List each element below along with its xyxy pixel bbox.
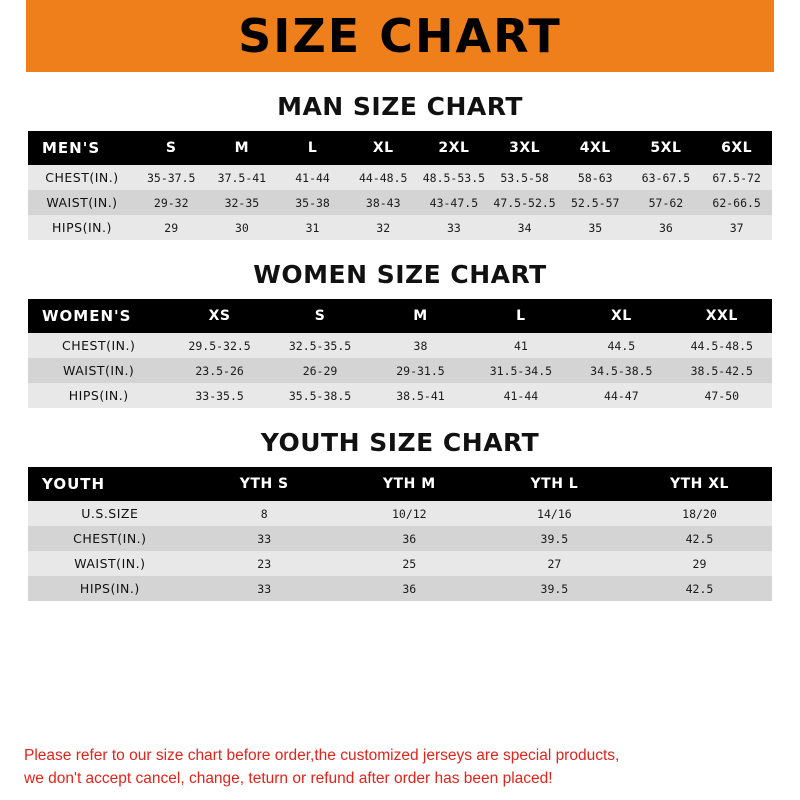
cell: 53.5-58: [489, 165, 560, 190]
page-title: SIZE CHART: [238, 9, 562, 63]
cell: 38: [370, 333, 470, 358]
table-row: [28, 501, 772, 526]
cell: 35: [560, 215, 631, 240]
table-header-row: [28, 131, 772, 165]
column-header: XS: [169, 299, 269, 333]
cell: 25: [337, 551, 482, 576]
cell: 42.5: [627, 576, 772, 601]
cell: 43-47.5: [419, 190, 490, 215]
column-header: 6XL: [701, 131, 772, 165]
column-header: S: [270, 299, 370, 333]
table-row: [28, 383, 772, 408]
cell: 41-44: [277, 165, 348, 190]
cell: 35-37.5: [136, 165, 207, 190]
cell: 37: [701, 215, 772, 240]
row-label: U.S.SIZE: [28, 501, 192, 526]
section-title-women: WOMEN SIZE CHART: [253, 260, 547, 289]
cell: 39.5: [482, 526, 627, 551]
cell: 32-35: [207, 190, 278, 215]
cell: 33: [192, 526, 337, 551]
cell: 36: [337, 526, 482, 551]
cell: 23.5-26: [169, 358, 269, 383]
section-youth: [28, 422, 772, 601]
row-header-label-women: WOMEN'S: [28, 299, 169, 333]
cell: 31: [277, 215, 348, 240]
cell: 27: [482, 551, 627, 576]
cell: 44.5-48.5: [672, 333, 772, 358]
cell: 58-63: [560, 165, 631, 190]
row-label: WAIST(IN.): [28, 190, 136, 215]
table-row: [28, 333, 772, 358]
cell: 57-62: [631, 190, 702, 215]
column-header: 5XL: [631, 131, 702, 165]
cell: 41-44: [471, 383, 571, 408]
cell: 38-43: [348, 190, 419, 215]
table-header-row: [28, 299, 772, 333]
column-header: S: [136, 131, 207, 165]
cell: 23: [192, 551, 337, 576]
cell: 62-66.5: [701, 190, 772, 215]
cell: 32: [348, 215, 419, 240]
table-header-row: [28, 467, 772, 501]
row-label: WAIST(IN.): [28, 358, 169, 383]
header-banner: [0, 0, 800, 72]
cell: 42.5: [627, 526, 772, 551]
row-label: HIPS(IN.): [28, 576, 192, 601]
cell: 36: [631, 215, 702, 240]
cell: 33: [419, 215, 490, 240]
column-header: XL: [571, 299, 671, 333]
cell: 67.5-72: [701, 165, 772, 190]
cell: 39.5: [482, 576, 627, 601]
cell: 47.5-52.5: [489, 190, 560, 215]
cell: 48.5-53.5: [419, 165, 490, 190]
cell: 33: [192, 576, 337, 601]
table-row: [28, 551, 772, 576]
cell: 10/12: [337, 501, 482, 526]
row-header-label-men: MEN'S: [28, 131, 136, 165]
cell: 29: [136, 215, 207, 240]
row-header-label-youth: YOUTH: [28, 467, 192, 501]
table-row: [28, 165, 772, 190]
section-man: [28, 86, 772, 240]
disclaimer-note: [0, 731, 800, 800]
cell: 29-32: [136, 190, 207, 215]
row-label: CHEST(IN.): [28, 165, 136, 190]
cell: 52.5-57: [560, 190, 631, 215]
row-label: CHEST(IN.): [28, 333, 169, 358]
man-size-table: [28, 131, 772, 240]
women-table-body: [28, 333, 772, 408]
disclaimer-line-1: Please refer to our size chart before order,the customized jerseys are special products,: [24, 747, 620, 765]
cell: 33-35.5: [169, 383, 269, 408]
cell: 34: [489, 215, 560, 240]
youth-table-body: [28, 501, 772, 601]
column-header: XXL: [672, 299, 772, 333]
cell: 38.5-41: [370, 383, 470, 408]
disclaimer-line-2: we don't accept cancel, change, teturn or refund after order has been placed!: [24, 769, 553, 787]
women-table-head: [28, 299, 772, 333]
cell: 63-67.5: [631, 165, 702, 190]
column-header: YTH M: [337, 467, 482, 501]
cell: 44.5: [571, 333, 671, 358]
cell: 14/16: [482, 501, 627, 526]
row-label: CHEST(IN.): [28, 526, 192, 551]
column-header: L: [471, 299, 571, 333]
cell: 34.5-38.5: [571, 358, 671, 383]
cell: 29: [627, 551, 772, 576]
column-header: 4XL: [560, 131, 631, 165]
women-size-table: [28, 299, 772, 408]
row-label: HIPS(IN.): [28, 215, 136, 240]
man-table-head: [28, 131, 772, 165]
table-row: [28, 576, 772, 601]
table-row: [28, 190, 772, 215]
cell: 30: [207, 215, 278, 240]
cell: 37.5-41: [207, 165, 278, 190]
column-header: XL: [348, 131, 419, 165]
cell: 36: [337, 576, 482, 601]
youth-size-table: [28, 467, 772, 601]
column-header: M: [207, 131, 278, 165]
row-label: WAIST(IN.): [28, 551, 192, 576]
column-header: 2XL: [419, 131, 490, 165]
column-header: M: [370, 299, 470, 333]
cell: 44-47: [571, 383, 671, 408]
cell: 32.5-35.5: [270, 333, 370, 358]
cell: 44-48.5: [348, 165, 419, 190]
column-header: YTH S: [192, 467, 337, 501]
column-header: YTH XL: [627, 467, 772, 501]
cell: 35.5-38.5: [270, 383, 370, 408]
cell: 29-31.5: [370, 358, 470, 383]
column-header: YTH L: [482, 467, 627, 501]
cell: 38.5-42.5: [672, 358, 772, 383]
section-title-youth: YOUTH SIZE CHART: [260, 428, 540, 457]
cell: 41: [471, 333, 571, 358]
cell: 18/20: [627, 501, 772, 526]
table-row: [28, 358, 772, 383]
cell: 31.5-34.5: [471, 358, 571, 383]
section-women: [28, 254, 772, 408]
column-header: L: [277, 131, 348, 165]
column-header: 3XL: [489, 131, 560, 165]
cell: 26-29: [270, 358, 370, 383]
cell: 8: [192, 501, 337, 526]
cell: 47-50: [672, 383, 772, 408]
charts-container: [0, 72, 800, 731]
row-label: HIPS(IN.): [28, 383, 169, 408]
man-table-body: [28, 165, 772, 240]
cell: 35-38: [277, 190, 348, 215]
table-row: [28, 215, 772, 240]
youth-table-head: [28, 467, 772, 501]
table-row: [28, 526, 772, 551]
cell: 29.5-32.5: [169, 333, 269, 358]
section-title-man: MAN SIZE CHART: [277, 92, 523, 121]
